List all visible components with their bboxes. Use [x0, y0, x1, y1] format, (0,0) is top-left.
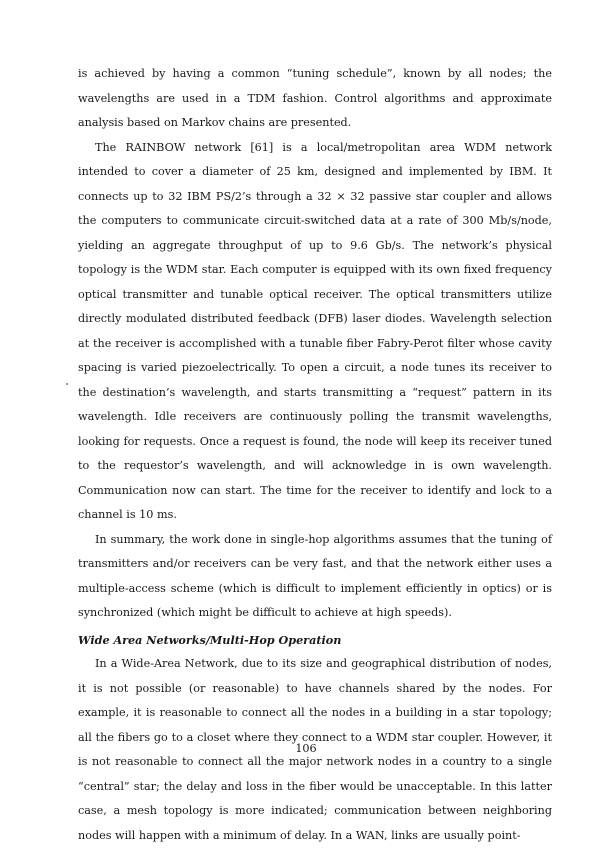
margin-mark — [66, 383, 68, 385]
paragraph-continuation: is achieved by having a common “tuning schedule”, known by all nodes; the wavelengths are used in a TDM fashion. Control algorithms and approximate analysis based on Markov chains are presented. — [78, 67, 552, 129]
section-heading: Wide Area Networks/Multi-Hop Operation — [78, 632, 342, 647]
paragraph-summary: In summary, the work done in single-hop algorithms assumes that the tuning of transmitters and/or receivers can be very fast, and that the network either uses a multiple-access scheme (which is difficult to implement efficiently in optics) or is synchronized (which might be difficult to achieve at high speeds). — [78, 532, 552, 619]
paragraph-wide-area: In a Wide-Area Network, due to its size and geographical distribution of nodes, it is not possible (or reasonable) to have channels shared by the nodes. For example, it is reasonable to connect all the nodes in a building in a star topology; all the fibers go to a closet where they connect to a WDM star coupler. However, it is not reasonable to connect all the major network nodes in a country to a single “central” star; the delay and loss in the fiber would be unacceptable. In this latter case, a mesh topology is more indicated; communication between neighboring nodes will happen with a minimum of delay. In a WAN, links are usually point- — [78, 657, 552, 842]
page-number: 106 — [295, 742, 317, 755]
page-body — [78, 62, 552, 848]
paragraph-rainbow-network: The RAINBOW network [61] is a local/metropolitan area WDM network intended to cover a diameter of 25 km, designed and implemented by IBM. It connects up to 32 IBM PS/2’s through a 32 × 32 passive star coupler and allows the computers to communicate circuit-switched data at a rate of 300 Mb/s/node, yielding an aggregate throughput of up to 9.6 Gb/s. The network’s physical topology is the WDM star. Each computer is equipped with its own fixed frequency optical transmitter and tunable optical receiver. The optical transmitters utilize directly modulated distributed feedback (DFB) laser diodes. Wavelength selection at the receiver is accomplished with a tunable fiber Fabry-Perot filter whose cavity spacing is varied piezoelectrically. To open a circuit, a node tunes its receiver to the destination’s wavelength, and starts transmitting a “request” pattern in its wavelength. Idle receivers are continuously polling the transmit wavelengths, looking for requests. Once a request is found, the node will keep its receiver tuned to the requestor’s wavelength, and will acknowledge in is own wavelength. Communication now can start. The time for the receiver to identify and lock to a channel is 10 ms. — [78, 140, 552, 521]
